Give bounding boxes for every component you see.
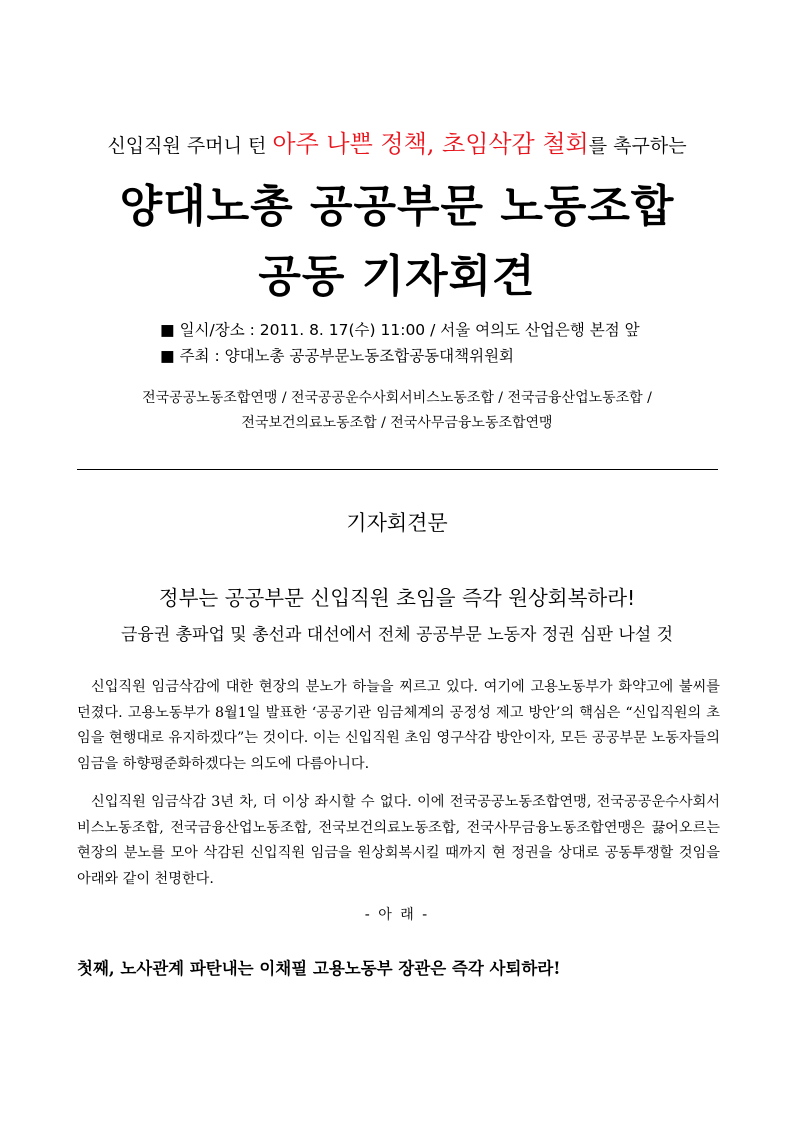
- main-title-line2: 공동 기자회견: [258, 251, 536, 302]
- headline: 정부는 공공부문 신입직원 초임을 즉각 원상회복하라!: [158, 586, 636, 610]
- notice-heading: - 아 래 -: [364, 907, 430, 923]
- section-title: 기자회견문: [346, 511, 448, 535]
- subtitle-post: 를 촉구하는: [588, 135, 687, 157]
- info-host: ■ 주최 : 양대노총 공공부문노동조합공동대책위원회: [160, 347, 515, 365]
- subtitle-pre: 신입직원 주머니 턴: [107, 135, 273, 157]
- main-title-line1: 양대노총 공공부문 노동조합: [119, 181, 675, 232]
- paragraph-2: 신입직원 임금삭감 3년 차, 더 이상 좌시할 수 없다. 이에 전국공공노동조합연맹, 전국공공운수사회서비스노동조합, 전국금융산업노동조합, 전국보건의료노동조합, 전국사무금융노동조합연맹은 끓어오르는 현장의 분노를 모아 삭감된 신입직원 임금을 원상회복시킬 때까지 현 정권을 상대로 공동투쟁할 것임을 아래와 같이 천명한다.: [77, 794, 720, 887]
- subtitle: [0, 130, 794, 160]
- organizations-line1: 전국공공노동조합연맹 / 전국공공운수사회서비스노동조합 / 전국금융산업노동조합 /: [142, 390, 652, 406]
- subtitle-highlight: 아주 나쁜 정책, 초임삭감 철회: [272, 130, 589, 158]
- subheadline: 금융권 총파업 및 총선과 대선에서 전체 공공부문 노동자 정권 심판 나설 것: [120, 625, 674, 645]
- info-datetime-place: ■ 일시/장소 : 2011. 8. 17(수) 11:00 / 서울 여의도 산업은행 본점 앞: [160, 321, 640, 339]
- organizations-line2: 전국보건의료노동조합 / 전국사무금융노동조합연맹: [241, 415, 553, 431]
- divider: [77, 469, 718, 470]
- organizations: [60, 386, 734, 436]
- paragraph-1: 신입직원 임금삭감에 대한 현장의 분노가 하늘을 찌르고 있다. 여기에 고용노동부가 화약고에 불씨를 던졌다. 고용노동부가 8월1일 발표한 ‘공공기관 임금체계의 공정성 제고 방안’의 핵심은 “신입직원의 초임을 현행대로 유지하겠다”는 것이다. 이는 신입직원 초임 영구삭감 방안이자, 모든 공공부문 노동자들의 임금을 하향평준화하겠다는 의도에 다름아니다.: [77, 679, 720, 772]
- demand-1: 첫째, 노사관계 파탄내는 이채필 고용노동부 장관은 즉각 사퇴하라!: [77, 959, 561, 978]
